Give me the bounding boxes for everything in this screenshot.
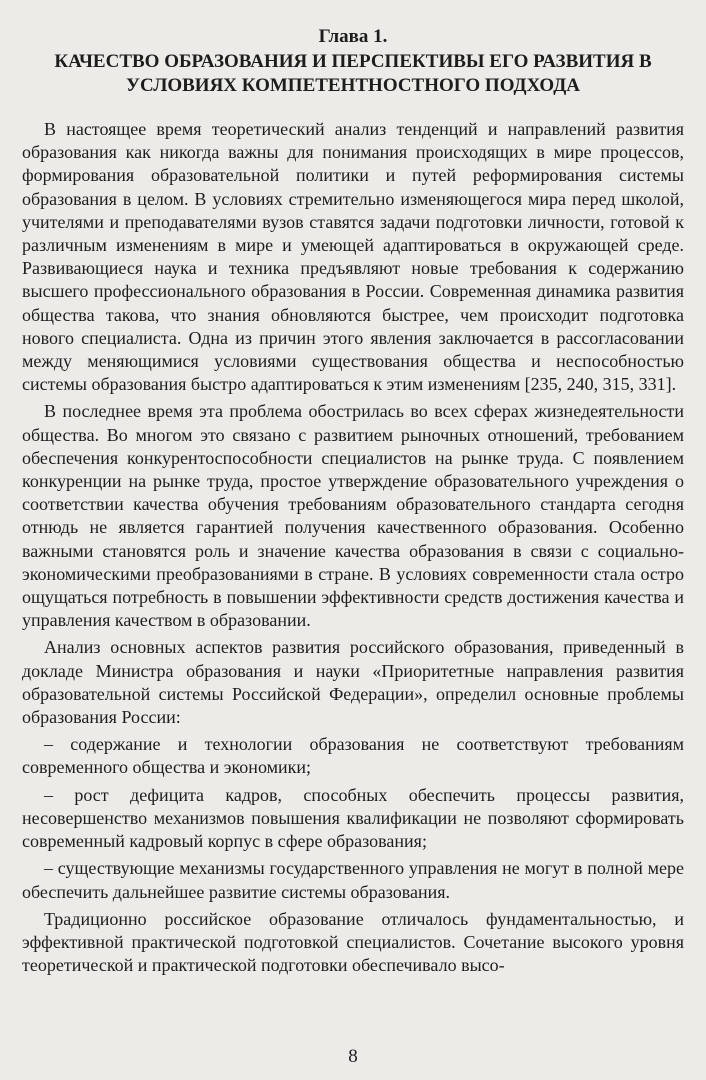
chapter-label: Глава 1. <box>318 26 388 47</box>
chapter-title: КАЧЕСТВО ОБРАЗОВАНИЯ И ПЕРСПЕКТИВЫ ЕГО РАЗВИТИЯ В УСЛОВИЯХ КОМПЕТЕНТНОСТНОГО ПОДХОДА <box>54 51 652 96</box>
paragraph: В последнее время эта проблема обострилась во всех сферах жизнедеятельности общества. Во многом это связано с развитием рыночных отношений, требованием обеспечения конкурентоспособности специалистов на рынке труда. С появлением конкуренции на рынке труда, простое утверждение образовательного учреждения о соответствии качества обучения требованиям образовательного стандарта сегодня отнюдь не является гарантией получения качественного образования. Особенно важными становятся роль и значение качества образования в связи с социально-экономическими преобразованиями в стране. В условиях современности стала остро ощущаться потребность в повышении эффективности средств достижения качества и управления качеством в образовании. <box>22 401 684 631</box>
body-text <box>22 118 684 977</box>
paragraph: Традиционно российское образование отличалось фундаментальностью, и эффективной практической подготовкой специалистов. Сочетание высокого уровня теоретической и практической подготовки обеспечивало высо- <box>22 908 684 976</box>
page-number: 8 <box>348 1046 358 1067</box>
paragraph: Анализ основных аспектов развития российского образования, приведенный в докладе Министра образования и науки «Приоритетные направления развития образовательной системы Российской Федерации», определил основные проблемы образования России: <box>22 637 684 728</box>
list-item: – содержание и технологии образования не соответствуют требованиям современного общества и экономики; <box>22 734 684 778</box>
paragraph: В настоящее время теоретический анализ тенденций и направлений развития образования как никогда важны для понимания происходящих в мире процессов, формирования образовательной политики и путей реформирования системы образования в целом. В условиях стремительно изменяющегося мира перед школой, учителями и преподавателями вузов ставятся задачи подготовки личности, готовой к различным изменениям в мире и умеющей адаптироваться в окружающей среде. Развивающиеся наука и техника предъявляют новые требования к содержанию высшего профессионального образования в России. Современная динамика развития общества такова, что знания обновляются быстрее, чем происходит подготовка нового специалиста. Одна из причин этого явления заключается в рассогласовании между меняющимися условиями существования общества и неспособностью системы образования быстро адаптироваться к этим изменениям [235, 240, 315, 331]. <box>22 119 684 395</box>
list-item: – рост дефицита кадров, способных обеспечить процессы развития, несовершенство механизмов повышения квалификации не позволяют сформировать современный кадровый корпус в сфере образования; <box>22 784 684 852</box>
list-item: – существующие механизмы государственного управления не могут в полной мере обеспечить дальнейшее развитие системы образования. <box>22 858 684 902</box>
